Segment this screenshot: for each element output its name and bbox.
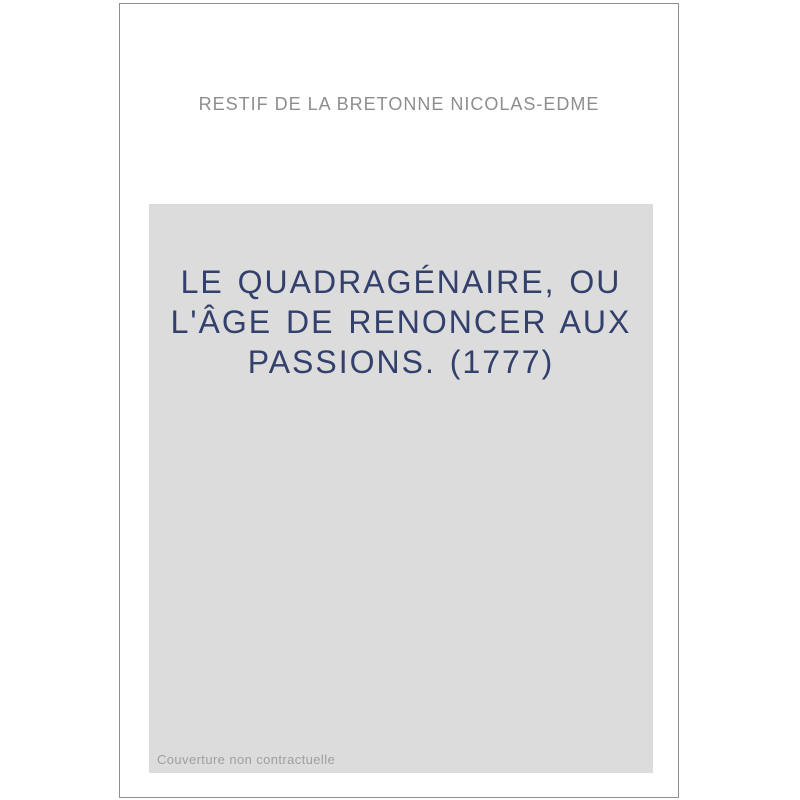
book-cover-page [119, 3, 679, 798]
book-title-line-2: L'ÂGE DE RENONCER AUX [170, 304, 632, 340]
book-title [149, 262, 653, 382]
author-name: RESTIF DE LA BRETONNE NICOLAS-EDME [198, 94, 600, 114]
book-title-line-1: LE QUADRAGÉNAIRE, OU [180, 264, 622, 300]
cover-disclaimer: Couverture non contractuelle [157, 752, 336, 767]
title-panel [149, 204, 653, 773]
book-title-line-3: PASSIONS. (1777) [247, 344, 555, 380]
